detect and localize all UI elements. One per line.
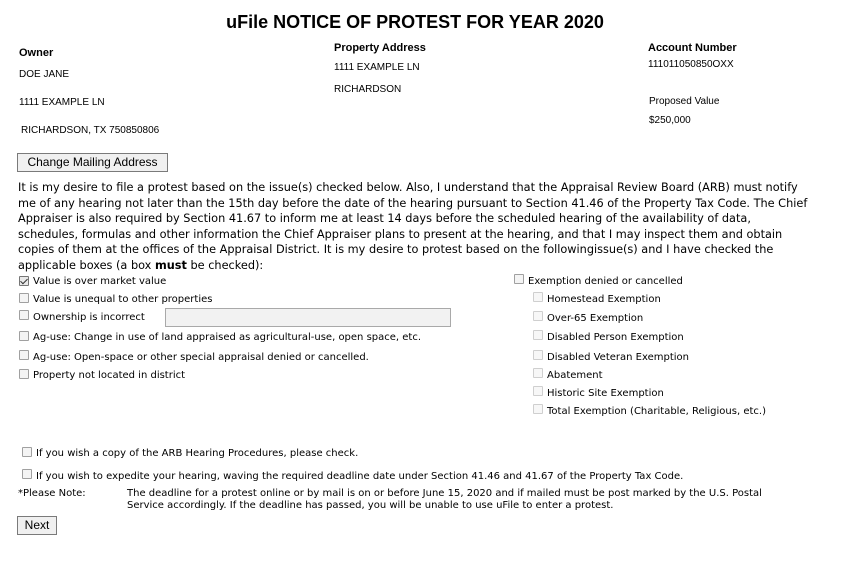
intro-emphasis: must <box>154 258 187 272</box>
checkbox-ag-use-change[interactable] <box>19 331 29 341</box>
option-label-not-in-district: Property not located in district <box>33 370 186 381</box>
owner-city: RICHARDSON, TX 750850806 <box>21 125 160 136</box>
ownership-input[interactable] <box>165 308 451 327</box>
checkbox-ownership-incorrect[interactable] <box>19 310 29 320</box>
note-text-line2: Service accordingly. If the deadline has passed, you will be unable to use uFile to enter a protest. <box>127 500 614 511</box>
note-text-line1: The deadline for a protest online or by mail is on or before June 15, 2020 and if mailed must be post marked by the U.S. Postal <box>127 488 762 499</box>
account-number-label: Account Number <box>648 42 737 54</box>
checkbox-not-in-district[interactable] <box>19 369 29 379</box>
owner-street: 1111 EXAMPLE LN <box>19 97 105 108</box>
intro-text-part1: It is my desire to file a protest based on the issue(s) checked below. Also, I understand that the Appraisal Review Board (ARB) must notify me of any hearing not later than the 15th day before the date of the hearing pursuant to Section 41.46 of the Property Tax Code. The Chief Appraiser is also required by Section 41.67 to inform me at least 14 days before the scheduled hearing of the availability of data, schedules, formulas and other information the Chief Appraiser plans to present at the hearing, and that I may inspect them and obtain copies of them at the offices of the Appraisal District. It is my desire to protest based on the followingissue(s) and I have checked the applicable boxes (a box <box>18 181 808 272</box>
option-label-total-exemption: Total Exemption (Charitable, Religious, etc.) <box>547 406 766 417</box>
checkbox-expedite-hearing[interactable] <box>22 469 32 479</box>
option-label-over-65: Over-65 Exemption <box>547 313 644 324</box>
proposed-value: $250,000 <box>649 115 691 126</box>
protest-intro-text <box>18 180 808 274</box>
option-label-unequal-value: Value is unequal to other properties <box>33 294 213 305</box>
option-label-exemption-denied: Exemption denied or cancelled <box>528 276 683 287</box>
option-label-ownership-incorrect: Ownership is incorrect <box>33 312 145 323</box>
page-title: uFile NOTICE OF PROTEST FOR YEAR 2020 <box>226 12 604 32</box>
next-button[interactable]: Next <box>17 516 57 535</box>
intro-text-part2: be checked): <box>186 258 264 272</box>
checkbox-over-65[interactable] <box>533 311 543 321</box>
note-label: *Please Note: <box>18 488 86 499</box>
option-label-ag-use-open-space: Ag-use: Open-space or other special appraisal denied or cancelled. <box>33 352 369 363</box>
checkbox-unequal-value[interactable] <box>19 293 29 303</box>
proposed-value-label: Proposed Value <box>649 96 720 107</box>
checkbox-homestead[interactable] <box>533 292 543 302</box>
checkbox-disabled-veteran[interactable] <box>533 350 543 360</box>
checkbox-arb-procedures[interactable] <box>22 447 32 457</box>
property-city: RICHARDSON <box>334 84 402 95</box>
option-label-over-market-value: Value is over market value <box>33 276 167 287</box>
option-label-disabled-person: Disabled Person Exemption <box>547 332 684 343</box>
option-label-homestead: Homestead Exemption <box>547 294 661 305</box>
property-address-label: Property Address <box>334 42 426 54</box>
checkbox-disabled-person[interactable] <box>533 330 543 340</box>
option-label-expedite-hearing: If you wish to expedite your hearing, waving the required deadline date under Section 41.46 and 41.67 of the Property Tax Code. <box>36 471 684 482</box>
owner-label: Owner <box>19 47 54 59</box>
option-label-arb-procedures: If you wish a copy of the ARB Hearing Procedures, please check. <box>36 448 359 459</box>
checkbox-exemption-denied[interactable] <box>514 274 524 284</box>
property-street: 1111 EXAMPLE LN <box>334 62 420 73</box>
change-mailing-address-button[interactable]: Change Mailing Address <box>17 153 168 172</box>
checkbox-over-market-value[interactable] <box>19 276 29 286</box>
option-label-disabled-veteran: Disabled Veteran Exemption <box>547 352 689 363</box>
option-label-ag-use-change: Ag-use: Change in use of land appraised as agricultural-use, open space, etc. <box>33 332 422 343</box>
checkbox-total-exemption[interactable] <box>533 404 543 414</box>
checkbox-ag-use-open-space[interactable] <box>19 350 29 360</box>
checkbox-abatement[interactable] <box>533 368 543 378</box>
checkbox-historic-site[interactable] <box>533 386 543 396</box>
option-label-historic-site: Historic Site Exemption <box>547 388 664 399</box>
owner-name: DOE JANE <box>19 69 70 80</box>
option-label-abatement: Abatement <box>547 370 603 381</box>
account-number: 111011050850OXX <box>648 59 734 70</box>
